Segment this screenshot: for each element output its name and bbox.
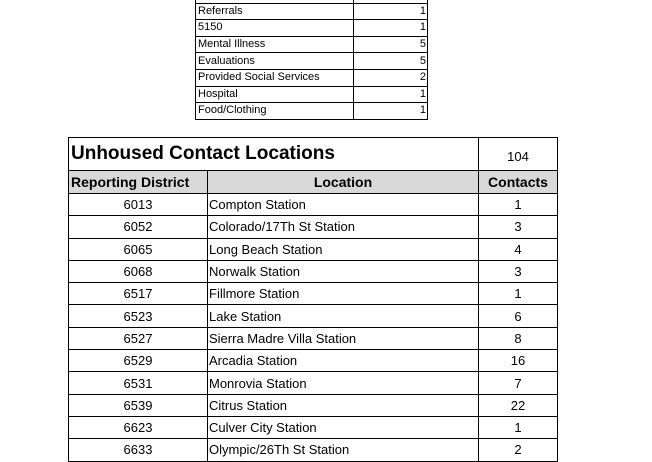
district-cell: 6527 xyxy=(69,327,208,349)
table-row xyxy=(69,416,558,438)
service-count: 1 xyxy=(354,3,428,20)
table-row xyxy=(196,86,428,103)
service-count: 2 xyxy=(354,69,428,86)
total-contacts: 104 xyxy=(479,138,558,171)
contacts-cell: 3 xyxy=(479,260,558,282)
contacts-cell: 6 xyxy=(479,305,558,327)
district-cell: 6013 xyxy=(69,194,208,216)
column-header-contacts: Contacts xyxy=(479,171,558,194)
service-label: Referrals xyxy=(196,3,354,20)
location-cell: Fillmore Station xyxy=(208,283,479,305)
service-count: 1 xyxy=(354,103,428,120)
table-row xyxy=(69,216,558,238)
service-label: Hospital xyxy=(196,86,354,103)
district-cell: 6531 xyxy=(69,372,208,394)
location-cell: Colorado/17Th St Station xyxy=(208,216,479,238)
district-cell: 6065 xyxy=(69,238,208,260)
district-cell: 6052 xyxy=(69,216,208,238)
service-label: Provided Social Services xyxy=(196,69,354,86)
contacts-cell: 8 xyxy=(479,327,558,349)
contacts-cell: 22 xyxy=(479,394,558,416)
service-count: 1 xyxy=(354,86,428,103)
service-label: Food/Clothing xyxy=(196,103,354,120)
location-cell: Monrovia Station xyxy=(208,372,479,394)
service-count: 5 xyxy=(354,36,428,53)
services-table xyxy=(195,0,428,120)
contacts-cell: 16 xyxy=(479,350,558,372)
table-title: Unhoused Contact Locations xyxy=(69,138,479,171)
service-label: 5150 xyxy=(196,20,354,37)
district-cell: 6517 xyxy=(69,283,208,305)
table-row xyxy=(196,20,428,37)
contacts-cell: 2 xyxy=(479,439,558,461)
district-cell: 6529 xyxy=(69,350,208,372)
title-row xyxy=(69,138,558,171)
service-count: 5 xyxy=(354,53,428,70)
locations-table xyxy=(68,137,558,462)
contacts-cell: 3 xyxy=(479,216,558,238)
table-row xyxy=(69,305,558,327)
location-cell: Arcadia Station xyxy=(208,350,479,372)
location-cell: Olympic/26Th St Station xyxy=(208,439,479,461)
column-header-location: Location xyxy=(208,171,479,194)
location-cell: Culver City Station xyxy=(208,416,479,438)
location-cell: Compton Station xyxy=(208,194,479,216)
contacts-cell: 1 xyxy=(479,416,558,438)
location-cell: Lake Station xyxy=(208,305,479,327)
district-cell: 6523 xyxy=(69,305,208,327)
table-row xyxy=(196,36,428,53)
table-row xyxy=(69,283,558,305)
contacts-cell: 1 xyxy=(479,194,558,216)
table-row xyxy=(196,103,428,120)
contacts-cell: 1 xyxy=(479,283,558,305)
location-cell: Long Beach Station xyxy=(208,238,479,260)
table-row xyxy=(69,260,558,282)
table-row xyxy=(69,394,558,416)
table-row xyxy=(69,238,558,260)
table-row xyxy=(196,53,428,70)
table-row xyxy=(69,350,558,372)
location-cell: Norwalk Station xyxy=(208,260,479,282)
district-cell: 6633 xyxy=(69,439,208,461)
table-row xyxy=(196,69,428,86)
service-label: Evaluations xyxy=(196,53,354,70)
table-row xyxy=(69,194,558,216)
service-label: Mental Illness xyxy=(196,36,354,53)
district-cell: 6068 xyxy=(69,260,208,282)
header-row xyxy=(69,171,558,194)
table-row xyxy=(69,327,558,349)
service-count: 1 xyxy=(354,20,428,37)
district-cell: 6539 xyxy=(69,394,208,416)
location-cell: Citrus Station xyxy=(208,394,479,416)
contacts-cell: 4 xyxy=(479,238,558,260)
location-cell: Sierra Madre Villa Station xyxy=(208,327,479,349)
column-header-district: Reporting District xyxy=(69,171,208,194)
contacts-cell: 7 xyxy=(479,372,558,394)
table-row xyxy=(69,372,558,394)
table-row xyxy=(196,3,428,20)
district-cell: 6623 xyxy=(69,416,208,438)
